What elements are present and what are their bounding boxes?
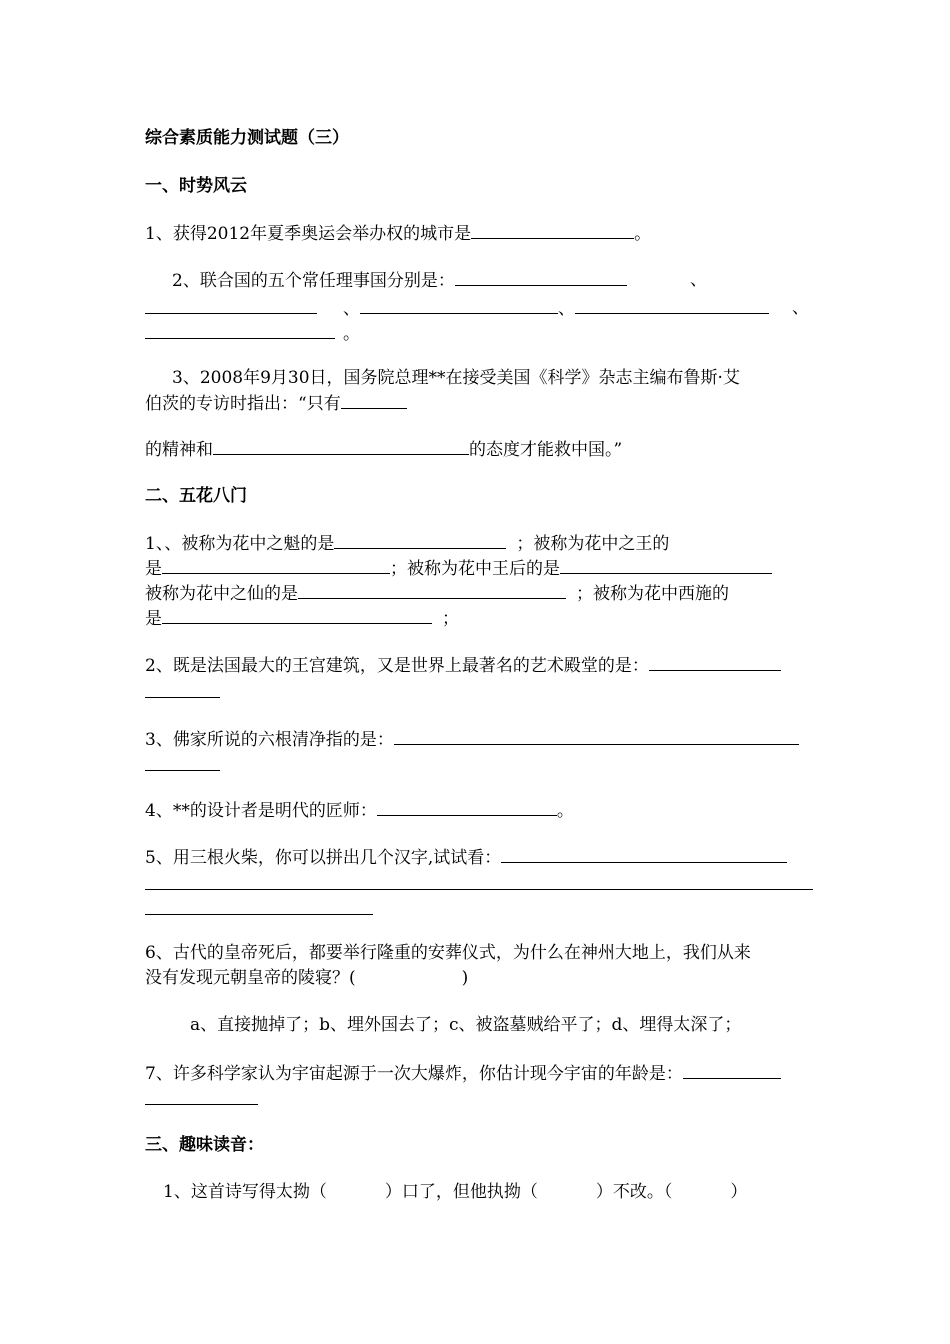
s2-q2-blank[interactable] [649,654,781,671]
s1-q2-comma-4: 、 [792,298,809,318]
s2-q7-blank[interactable] [683,1062,781,1079]
s2-q1-text-f: ；被称为花中西施的 [576,584,729,604]
s1-q2-comma-2: 、 [343,299,360,319]
s2-q3-blank-cont[interactable] [145,770,220,771]
s1-q2-blank-3[interactable] [360,297,558,314]
s3-q1-text-a: 1、这首诗写得太拗（ [163,1182,327,1202]
s2-q1-blank-1[interactable] [334,532,506,549]
s2-q2-blank-cont[interactable] [145,697,220,698]
s2-q4-text: 4、**的设计者是明代的匠师： [145,801,377,821]
s3-q1-text-c: ）不改。（ [595,1182,673,1202]
s2-q1-blank-5[interactable] [162,607,432,624]
s1-q3-text-b: 的态度才能救中国。” [469,440,623,460]
s2-q6-text: 没有发现元朝皇帝的陵寝？( [145,968,356,988]
s1-q2-comma-3: 、 [558,299,575,319]
s2-question-7 [145,1062,781,1085]
s1-q2-blank-5[interactable] [145,322,335,339]
s2-q1-line1 [145,532,669,555]
s1-q1-end: 。 [634,224,652,244]
s1-q1-answer-blank[interactable] [471,222,634,239]
s1-q2-line2 [145,297,317,320]
s1-q1-text: 1、获得2012年夏季奥运会举办权的城市是 [145,224,472,244]
s2-q1-blank-2[interactable] [162,557,390,574]
s2-q4-blank[interactable] [377,799,557,816]
s1-q3-blank-1[interactable] [341,392,407,409]
s2-q1-text-h: ； [442,609,459,629]
s2-q3-blank[interactable] [394,728,799,745]
s2-q6-options: a、直接抛掉了；b、埋外国去了；c、被盗墓贼给平了；d、埋得太深了； [190,1015,742,1035]
s1-q3-line2 [145,392,407,415]
s2-question-5 [145,846,787,869]
s2-q6-line2 [145,967,468,989]
s2-q5-text: 5、用三根火柴，你可以拼出几个汉字,试试看： [145,848,502,868]
section1-heading: 一、时势风云 [145,176,247,196]
s2-q1-line2 [145,557,772,580]
s3-q1-text-d: ） [730,1182,748,1202]
s2-q1-text-d: ；被称为花中王后的是 [390,559,560,579]
s2-q1-text-g: 是 [145,609,162,629]
s2-q5-blank[interactable] [501,846,787,863]
section2-heading: 二、五花八门 [145,486,247,506]
s3-question-1 [163,1181,747,1203]
s2-q1-text-b: ；被称为花中之王的 [516,534,670,554]
s2-q1-line4 [145,607,459,630]
s1-q2-line2b [343,297,769,320]
s1-q3-blank-2[interactable] [213,438,469,455]
s2-question-2 [145,654,781,677]
s2-q4-end: 。 [556,801,574,821]
s2-q1-blank-3[interactable] [560,557,772,574]
s1-q2-blank-4[interactable] [575,297,769,314]
s1-q3-line1: 3、2008年9月30日，国务院总理**在接受美国《科学》杂志主编布鲁斯·艾 [172,368,740,388]
s1-q2-period: 。 [343,324,360,344]
s2-q7-blank-cont[interactable] [145,1104,258,1105]
s2-q1-text-c: 是 [145,559,162,579]
s2-q1-blank-4[interactable] [298,582,566,599]
s1-q2-blank-1[interactable] [455,269,627,286]
s1-q3-text: 伯茨的专访时指出：“只有 [145,394,341,414]
s2-q3-text: 3、佛家所说的六根清净指的是： [145,730,394,750]
s1-q2-line3 [145,322,360,345]
page-title: 综合素质能力测试题（三） [145,128,349,148]
s2-q1-text-a: 1、、被称为花中之魁的是 [145,534,335,554]
s2-q6-line1: 6、古代的皇帝死后，都要举行隆重的安葬仪式，为什么在神州大地上，我们从来 [145,943,751,963]
s2-q2-text: 2、既是法国最大的王宫建筑，又是世界上最著名的艺术殿堂的是： [145,656,649,676]
s2-q6-close: ) [461,968,469,988]
s2-q7-text: 7、许多科学家认为宇宙起源于一次大爆炸，你估计现今宇宙的年龄是： [145,1064,683,1084]
s1-q2-text: 2、联合国的五个常任理事国分别是： [172,271,455,291]
s2-question-3 [145,728,799,751]
section3-heading: 三、趣味读音： [145,1135,264,1155]
s2-q1-line3 [145,582,729,605]
s1-q3-line3 [145,438,622,461]
s2-q5-blank-cont-2[interactable] [145,914,373,915]
s1-q3-text-a: 的精神和 [145,440,213,460]
s2-q5-blank-cont-1[interactable] [145,889,813,890]
s1-q2-comma-1: 、 [690,270,707,290]
s3-q1-text-b: ）口了，但他执拗（ [384,1182,538,1202]
s2-q1-text-e: 被称为花中之仙的是 [145,584,298,604]
s2-question-4 [145,799,574,822]
s1-q2-blank-2[interactable] [145,297,317,314]
s1-question-1 [145,222,651,245]
s1-question-2 [172,269,627,292]
